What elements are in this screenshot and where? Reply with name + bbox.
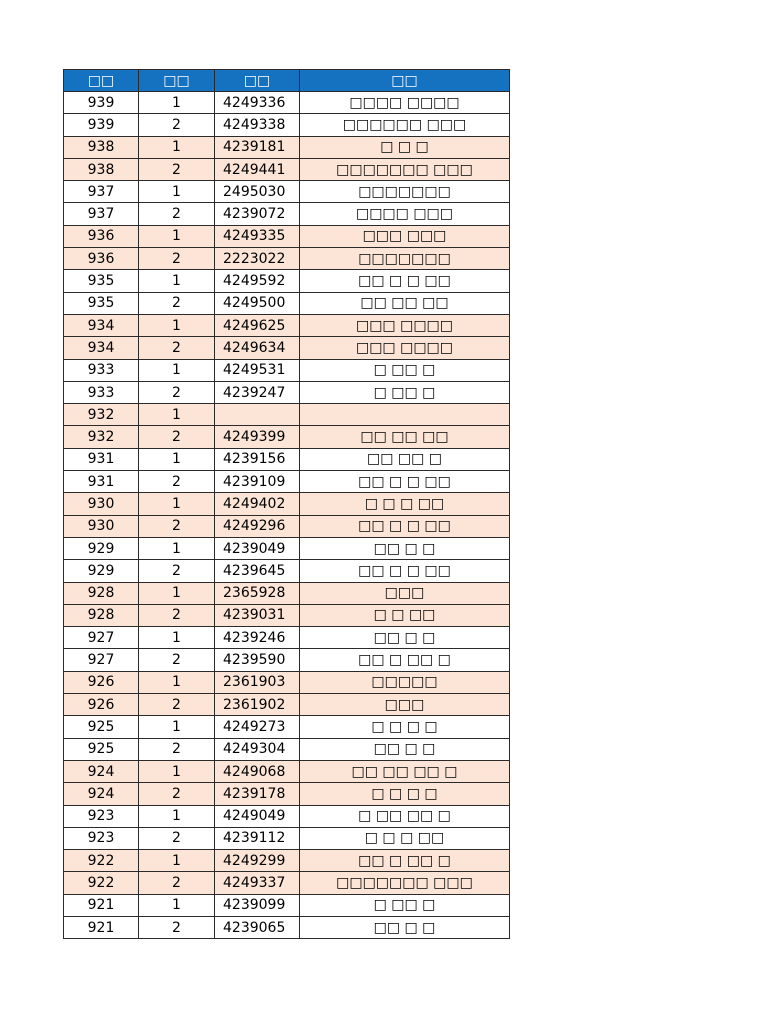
table-cell[interactable]: 1 (139, 627, 215, 649)
table-cell[interactable]: 1 (139, 136, 215, 158)
table-cell[interactable]: 4239590 (215, 649, 300, 671)
table-cell[interactable]: 931 (64, 448, 139, 470)
table-cell[interactable]: 929 (64, 537, 139, 559)
table-cell[interactable]: 4249273 (215, 716, 300, 738)
table-cell[interactable]: 4239112 (215, 827, 300, 849)
table-cell[interactable]: 1 (139, 850, 215, 872)
table-cell[interactable]: □□□□ □□□ (300, 203, 510, 225)
table-row (64, 448, 510, 470)
table-cell[interactable]: 932 (64, 404, 139, 426)
table-cell[interactable]: 938 (64, 136, 139, 158)
table-row (64, 872, 510, 894)
data-table (63, 69, 510, 939)
table-cell[interactable]: 4249531 (215, 359, 300, 381)
table-row (64, 716, 510, 738)
table-cell[interactable]: 1 (139, 225, 215, 247)
table-cell[interactable]: 1 (139, 92, 215, 114)
table-cell[interactable]: 925 (64, 738, 139, 760)
column-header[interactable]: □□ (215, 70, 300, 92)
table-cell[interactable]: □□□□□□ □□□ (300, 114, 510, 136)
table-cell[interactable]: 4239072 (215, 203, 300, 225)
table-cell[interactable]: □ □□ □ (300, 381, 510, 403)
table-cell[interactable]: 928 (64, 582, 139, 604)
table-cell[interactable]: 922 (64, 850, 139, 872)
table-cell[interactable]: 2 (139, 649, 215, 671)
table-cell[interactable]: 4249399 (215, 426, 300, 448)
table-cell[interactable]: 924 (64, 783, 139, 805)
table-cell[interactable]: 2 (139, 604, 215, 626)
table-row (64, 337, 510, 359)
table-row (64, 916, 510, 938)
table-cell[interactable]: 934 (64, 314, 139, 336)
table-row (64, 471, 510, 493)
table-cell[interactable]: □ □□ □ (300, 359, 510, 381)
table-cell[interactable]: 928 (64, 604, 139, 626)
table-cell[interactable]: □□ □ □ (300, 916, 510, 938)
table-cell[interactable]: 2495030 (215, 181, 300, 203)
table-cell[interactable]: 4249337 (215, 872, 300, 894)
table-cell[interactable]: □□□□□□□ □□□ (300, 872, 510, 894)
table-cell[interactable]: 4249402 (215, 493, 300, 515)
table-cell[interactable]: 4249338 (215, 114, 300, 136)
table-row (64, 225, 510, 247)
table-cell[interactable]: 1 (139, 805, 215, 827)
table-cell[interactable]: 2223022 (215, 248, 300, 270)
table-row (64, 671, 510, 693)
table-row (64, 92, 510, 114)
table-cell[interactable]: □ □ □ □□ (300, 493, 510, 515)
table-row (64, 381, 510, 403)
table-cell[interactable]: □□□ □□□ (300, 225, 510, 247)
column-header[interactable]: □□ (64, 70, 139, 92)
table-cell[interactable]: □□ □ □ (300, 738, 510, 760)
table-cell[interactable]: 4239049 (215, 537, 300, 559)
table-cell[interactable]: 1 (139, 716, 215, 738)
table-row (64, 850, 510, 872)
table-cell[interactable]: 2 (139, 248, 215, 270)
table-cell[interactable]: □□□ □□□□ (300, 337, 510, 359)
table-row (64, 649, 510, 671)
table-row (64, 404, 510, 426)
table-cell[interactable]: □ □ □ □ (300, 716, 510, 738)
table-cell[interactable]: 2 (139, 515, 215, 537)
table-cell[interactable]: 2 (139, 827, 215, 849)
table-row (64, 114, 510, 136)
table-cell[interactable]: □□□ □□□□ (300, 314, 510, 336)
table-cell[interactable]: □□□□□□□ (300, 248, 510, 270)
table-cell[interactable]: 1 (139, 359, 215, 381)
table-row (64, 203, 510, 225)
table-cell[interactable]: 4249592 (215, 270, 300, 292)
table-cell[interactable]: □□ □□ □□ □ (300, 760, 510, 782)
table-row (64, 805, 510, 827)
table-cell[interactable]: □□ □ □□ □ (300, 850, 510, 872)
table-cell[interactable]: 936 (64, 225, 139, 247)
table-cell[interactable]: 2 (139, 916, 215, 938)
table-cell[interactable]: 4239181 (215, 136, 300, 158)
table-row (64, 694, 510, 716)
table-cell[interactable]: □ □□ □□ □ (300, 805, 510, 827)
table-cell[interactable]: 2 (139, 694, 215, 716)
table-cell[interactable]: 2 (139, 203, 215, 225)
table-cell[interactable]: 1 (139, 760, 215, 782)
table-cell[interactable]: 927 (64, 649, 139, 671)
table-cell[interactable]: 933 (64, 359, 139, 381)
table-cell[interactable]: □ □□ □ (300, 894, 510, 916)
table-cell[interactable]: 4249336 (215, 92, 300, 114)
table-row (64, 248, 510, 270)
table-cell[interactable]: □□□□ □□□□ (300, 92, 510, 114)
table-cell[interactable]: 931 (64, 471, 139, 493)
table-cell[interactable]: 1 (139, 270, 215, 292)
table-cell[interactable]: □□ □□ □□ (300, 426, 510, 448)
table-row (64, 515, 510, 537)
table-cell[interactable]: 4249296 (215, 515, 300, 537)
table-cell[interactable]: 930 (64, 515, 139, 537)
table-row (64, 136, 510, 158)
table-cell[interactable] (215, 404, 300, 426)
table-cell[interactable]: 930 (64, 493, 139, 515)
table-cell[interactable]: 937 (64, 181, 139, 203)
column-header[interactable]: □□ (300, 70, 510, 92)
table-cell[interactable]: 2 (139, 738, 215, 760)
table-row (64, 894, 510, 916)
table-cell[interactable]: 926 (64, 671, 139, 693)
table-cell[interactable]: 926 (64, 694, 139, 716)
table-cell[interactable]: 4249500 (215, 292, 300, 314)
table-cell[interactable]: 921 (64, 894, 139, 916)
table-cell[interactable]: □□ □ □ (300, 627, 510, 649)
table-cell[interactable]: 922 (64, 872, 139, 894)
table-cell[interactable]: 923 (64, 827, 139, 849)
table-row (64, 604, 510, 626)
table-cell[interactable]: 2 (139, 426, 215, 448)
table-cell[interactable]: 939 (64, 114, 139, 136)
table-row (64, 560, 510, 582)
table-row (64, 738, 510, 760)
table-cell[interactable]: 4249304 (215, 738, 300, 760)
table-cell[interactable]: 923 (64, 805, 139, 827)
table-cell[interactable]: 937 (64, 203, 139, 225)
table-cell[interactable]: □□ □ □□ □ (300, 649, 510, 671)
table-cell[interactable]: □□□□□ (300, 671, 510, 693)
table-cell[interactable]: 1 (139, 671, 215, 693)
table-cell[interactable]: □□□ (300, 694, 510, 716)
table-cell[interactable]: 2 (139, 872, 215, 894)
table-cell[interactable]: 1 (139, 493, 215, 515)
table-cell[interactable]: 934 (64, 337, 139, 359)
table-cell[interactable]: 4249299 (215, 850, 300, 872)
table-cell[interactable]: 4239645 (215, 560, 300, 582)
table-cell[interactable]: 4249441 (215, 158, 300, 180)
table-cell[interactable]: 936 (64, 248, 139, 270)
table-cell[interactable]: 2 (139, 471, 215, 493)
table-cell[interactable]: 1 (139, 582, 215, 604)
table-cell[interactable]: 4239031 (215, 604, 300, 626)
table-row (64, 582, 510, 604)
table-cell[interactable]: 4249049 (215, 805, 300, 827)
table-cell[interactable]: 1 (139, 537, 215, 559)
table-cell[interactable]: 921 (64, 916, 139, 938)
table-cell[interactable]: 4239247 (215, 381, 300, 403)
table-cell[interactable] (300, 404, 510, 426)
table-cell[interactable]: 932 (64, 426, 139, 448)
table-cell[interactable]: 938 (64, 158, 139, 180)
table-cell[interactable]: 933 (64, 381, 139, 403)
table-cell[interactable]: 927 (64, 627, 139, 649)
table-cell[interactable]: 2 (139, 292, 215, 314)
table-cell[interactable]: 924 (64, 760, 139, 782)
column-header[interactable]: □□ (139, 70, 215, 92)
table-row (64, 493, 510, 515)
table-cell[interactable]: □□ □□ □ (300, 448, 510, 470)
table-row (64, 270, 510, 292)
table-row (64, 181, 510, 203)
table-cell[interactable]: 935 (64, 292, 139, 314)
table-cell[interactable]: □ □ □ □ (300, 783, 510, 805)
table-row (64, 760, 510, 782)
table-cell[interactable]: 4239246 (215, 627, 300, 649)
table-cell[interactable]: □□ □ □ □□ (300, 471, 510, 493)
table-cell[interactable]: 4239065 (215, 916, 300, 938)
table-row (64, 314, 510, 336)
table-cell[interactable]: 1 (139, 404, 215, 426)
table-cell[interactable]: 4239178 (215, 783, 300, 805)
table-cell[interactable]: □□ □ □ □□ (300, 560, 510, 582)
table-row (64, 537, 510, 559)
table-cell[interactable]: 1 (139, 314, 215, 336)
table-cell[interactable]: 4239156 (215, 448, 300, 470)
table-cell[interactable]: 2365928 (215, 582, 300, 604)
table-row (64, 627, 510, 649)
table-cell[interactable]: 4249625 (215, 314, 300, 336)
table-cell[interactable]: □ □ □□ (300, 604, 510, 626)
table-cell[interactable]: 1 (139, 894, 215, 916)
table-cell[interactable]: □□□ (300, 582, 510, 604)
table-cell[interactable]: 4249068 (215, 760, 300, 782)
table-row (64, 426, 510, 448)
table-cell[interactable]: 2361902 (215, 694, 300, 716)
table-cell[interactable]: □□ □□ □□ (300, 292, 510, 314)
table-cell[interactable]: 1 (139, 181, 215, 203)
table-cell[interactable]: 4239099 (215, 894, 300, 916)
table-row (64, 359, 510, 381)
table-cell[interactable]: 2 (139, 381, 215, 403)
table-cell[interactable]: □□ □ □ □□ (300, 515, 510, 537)
table-cell[interactable]: □□□□□□□ □□□ (300, 158, 510, 180)
table-row (64, 158, 510, 180)
table-cell[interactable]: 2 (139, 114, 215, 136)
table-cell[interactable]: 2361903 (215, 671, 300, 693)
table-cell[interactable]: 2 (139, 158, 215, 180)
table-cell[interactable]: 2 (139, 560, 215, 582)
table-cell[interactable]: 1 (139, 448, 215, 470)
table-cell[interactable]: 935 (64, 270, 139, 292)
table-cell[interactable]: □□ □ □ □□ (300, 270, 510, 292)
table-row (64, 827, 510, 849)
table-cell[interactable]: 4249335 (215, 225, 300, 247)
table-cell[interactable]: 2 (139, 337, 215, 359)
table-cell[interactable]: 925 (64, 716, 139, 738)
table-cell[interactable]: 4249634 (215, 337, 300, 359)
table-cell[interactable]: □□ □ □ (300, 537, 510, 559)
table-cell[interactable]: 4239109 (215, 471, 300, 493)
table-cell[interactable]: 939 (64, 92, 139, 114)
table-cell[interactable]: 2 (139, 783, 215, 805)
table-cell[interactable]: □ □ □ □□ (300, 827, 510, 849)
table-cell[interactable]: 929 (64, 560, 139, 582)
table-cell[interactable]: □ □ □ (300, 136, 510, 158)
table-row (64, 292, 510, 314)
table-cell[interactable]: □□□□□□□ (300, 181, 510, 203)
header-row (64, 70, 510, 92)
table-row (64, 783, 510, 805)
